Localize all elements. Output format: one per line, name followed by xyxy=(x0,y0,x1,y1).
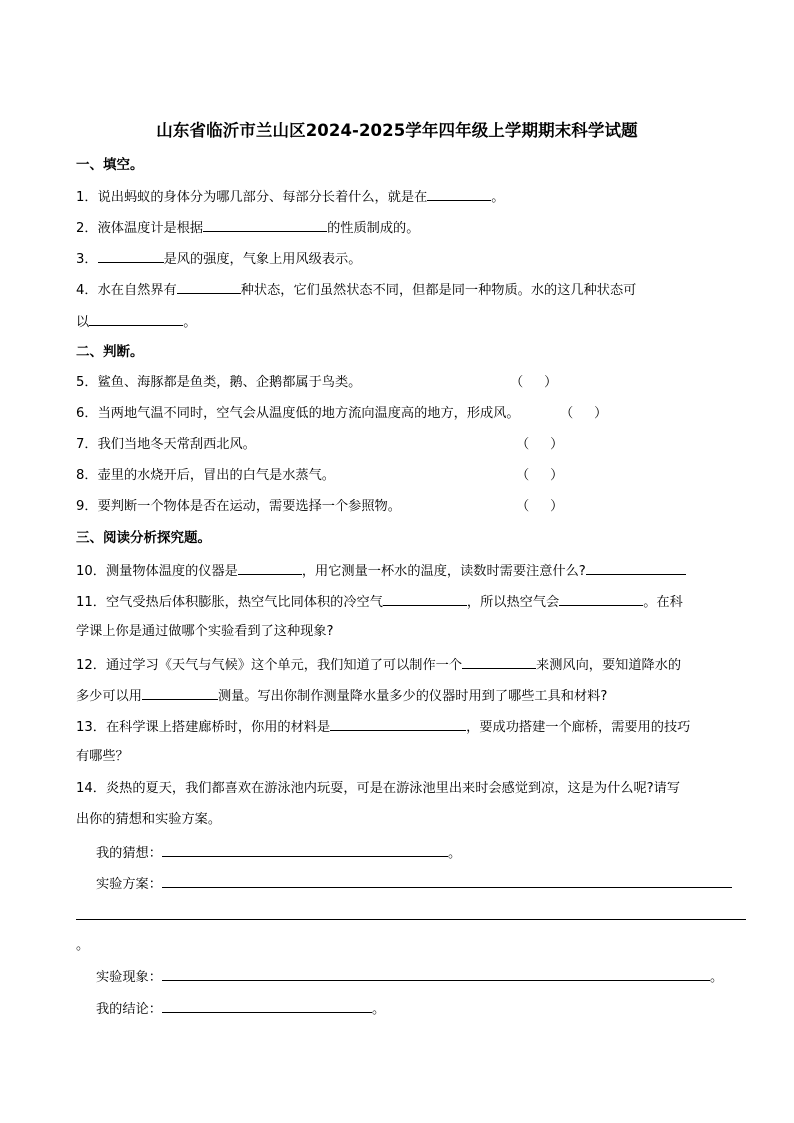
question-text: 水在自然界有 xyxy=(97,283,177,298)
question-text: 。 xyxy=(183,315,197,330)
question-1 xyxy=(76,187,504,207)
question-number: 13． xyxy=(76,720,106,735)
answer-blank[interactable] xyxy=(559,592,643,606)
question-number: 4． xyxy=(76,283,98,298)
section-fill-blank: 一、填空。 xyxy=(76,157,144,173)
guess-row xyxy=(96,843,461,863)
question-number: 5． xyxy=(76,375,98,390)
answer-blank[interactable] xyxy=(98,249,164,263)
question-text: 。 xyxy=(491,190,505,205)
question-number: 11． xyxy=(76,595,106,610)
conclusion-row xyxy=(96,999,385,1019)
question-13-continued: 有哪些？ xyxy=(76,749,129,764)
conclusion-answer-line[interactable] xyxy=(162,999,372,1013)
question-text: 在科学课上搭建廊桥时，你用的材料是 xyxy=(105,720,331,735)
question-5 xyxy=(76,374,361,392)
answer-blank[interactable] xyxy=(462,655,536,669)
question-text: 我们当地冬天常刮西北风。 xyxy=(97,437,256,452)
plan-end-period: 。 xyxy=(76,938,90,953)
question-number: 9． xyxy=(76,499,98,514)
conclusion-label: 我的结论： xyxy=(96,1002,162,1017)
question-text: 说出蚂蚁的身体分为哪几部分、每部分长着什么，就是在 xyxy=(97,190,428,205)
question-3 xyxy=(76,249,361,269)
answer-blank[interactable] xyxy=(427,187,491,201)
question-12-continued xyxy=(76,686,607,706)
judgment-parentheses[interactable]: （ ） xyxy=(510,375,558,390)
plan-row xyxy=(96,874,732,894)
question-number: 8． xyxy=(76,468,98,483)
question-text: ，用它测量一杯水的温度，读数时需要注意什么? xyxy=(301,564,586,579)
answer-blank[interactable] xyxy=(330,717,466,731)
judgment-parentheses[interactable]: （ ） xyxy=(560,406,608,421)
guess-answer-line[interactable] xyxy=(162,843,448,857)
answer-blank[interactable] xyxy=(177,280,241,294)
phenomenon-answer-line[interactable] xyxy=(162,967,710,981)
question-13 xyxy=(76,717,690,737)
judgment-parentheses[interactable]: （ ） xyxy=(516,499,564,514)
answer-blank[interactable] xyxy=(89,312,183,326)
section-reading-analysis: 三、阅读分析探究题。 xyxy=(76,530,211,546)
question-8 xyxy=(76,467,335,485)
question-number: 2． xyxy=(76,221,98,236)
question-12 xyxy=(76,655,681,675)
question-11 xyxy=(76,592,683,612)
question-number: 10． xyxy=(76,564,106,579)
question-number: 12． xyxy=(76,658,106,673)
page-title: 山东省临沂市兰山区2024-2025学年四年级上学期期末科学试题 xyxy=(156,121,638,140)
question-text: 要判断一个物体是否在运动，需要选择一个参照物。 xyxy=(97,499,401,514)
question-text: ，所以热空气会 xyxy=(466,595,560,610)
judgment-parentheses[interactable]: （ ） xyxy=(516,437,564,452)
question-text: 鲨鱼、海豚都是鱼类，鹅、企鹅都属于鸟类。 xyxy=(97,375,362,390)
question-4-continued xyxy=(76,312,196,332)
question-text: 是风的强度，气象上用风级表示。 xyxy=(163,252,362,267)
question-text: 液体温度计是根据 xyxy=(97,221,204,236)
question-14 xyxy=(76,780,680,798)
plan-answer-line-2[interactable] xyxy=(76,919,746,920)
question-text: 测量。写出你制作测量降水量多少的仪器时用到了哪些工具和材料? xyxy=(217,689,608,704)
phenomenon-row xyxy=(96,967,723,987)
question-text: 种状态，它们虽然状态不同，但都是同一种物质。水的这几种状态可 xyxy=(240,283,637,298)
question-number: 7． xyxy=(76,437,98,452)
question-number: 1． xyxy=(76,190,98,205)
question-text: ，要成功搭建一个廊桥，需要用的技巧 xyxy=(466,720,691,735)
question-text: 以 xyxy=(76,315,90,330)
question-14-continued: 出你的猜想和实验方案。 xyxy=(76,812,222,827)
question-9 xyxy=(76,498,401,516)
answer-blank[interactable] xyxy=(383,592,467,606)
period: 。 xyxy=(447,846,462,861)
plan-label: 实验方案： xyxy=(96,877,162,892)
judgment-parentheses[interactable]: （ ） xyxy=(516,468,564,483)
section-true-false: 二、判断。 xyxy=(76,344,144,360)
question-text: 。在科 xyxy=(643,595,683,610)
period: 。 xyxy=(709,970,724,985)
question-number: 6． xyxy=(76,406,98,421)
question-6 xyxy=(76,405,520,423)
question-10 xyxy=(76,561,686,581)
question-text: 通过学习《天气与气候》这个单元，我们知道了可以制作一个 xyxy=(105,658,463,673)
question-7 xyxy=(76,436,256,454)
question-text: 的性质制成的。 xyxy=(327,221,420,236)
phenomenon-label: 实验现象： xyxy=(96,970,162,985)
answer-blank[interactable] xyxy=(142,686,218,700)
answer-blank[interactable] xyxy=(586,561,686,575)
question-2 xyxy=(76,218,419,238)
question-4 xyxy=(76,280,636,300)
question-text: 壶里的水烧开后，冒出的白气是水蒸气。 xyxy=(97,468,335,483)
question-text: 测量物体温度的仪器是 xyxy=(105,564,238,579)
answer-blank[interactable] xyxy=(238,561,302,575)
question-text: 多少可以用 xyxy=(76,689,142,704)
question-number: 14． xyxy=(76,781,106,796)
guess-label: 我的猜想： xyxy=(96,846,162,861)
question-11-continued: 学课上你是通过做哪个实验看到了这种现象? xyxy=(76,624,334,639)
question-text: 炎热的夏天，我们都喜欢在游泳池内玩耍，可是在游泳池里出来时会感觉到凉，这是为什么呢?请写 xyxy=(105,781,681,796)
question-text: 来测风向，要知道降水的 xyxy=(536,658,682,673)
question-number: 3． xyxy=(76,252,98,267)
answer-blank[interactable] xyxy=(203,218,327,232)
question-text: 当两地气温不同时，空气会从温度低的地方流向温度高的地方，形成风。 xyxy=(97,406,520,421)
period: 。 xyxy=(371,1002,386,1017)
plan-answer-line[interactable] xyxy=(162,874,732,888)
question-text: 空气受热后体积膨胀，热空气比同体积的冷空气 xyxy=(105,595,383,610)
